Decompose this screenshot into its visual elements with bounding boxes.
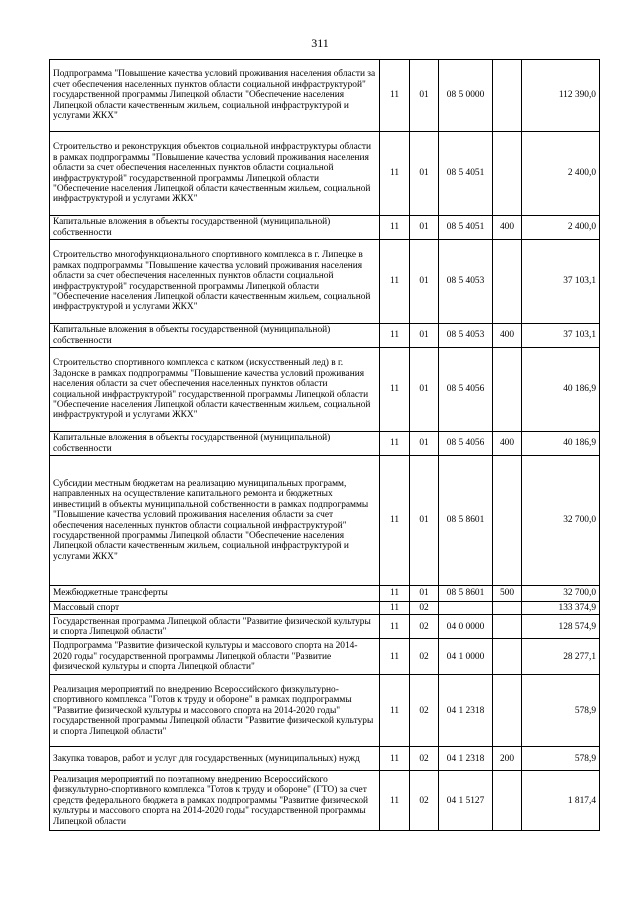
row-description: Реализация мероприятий по поэтапному внедрению Всероссийского физкультурно-спортивного комплекса "Готов к труду и обороне" (ГТО) за счет средств федерального бюджета в рамках подпрограммы "Развитие физической культуры и массового спорта на 2014-2020 годы" государственной программы Липецкой области bbox=[50, 771, 380, 831]
row-amount: 1 817,4 bbox=[522, 771, 600, 831]
row-description: Капитальные вложения в объекты государственной (муниципальной) собственности bbox=[50, 432, 380, 456]
row-section: 11 bbox=[380, 771, 410, 831]
row-description: Подпрограмма "Развитие физической культуры и массового спорта на 2014-2020 годы" государственной программы Липецкой области "Развитие физической культуры и спорта Липецкой области" bbox=[50, 639, 380, 675]
table-row bbox=[50, 216, 600, 240]
page-number: 311 bbox=[311, 36, 329, 50]
row-target-code: 04 1 2318 bbox=[439, 747, 493, 771]
row-target-code: 04 1 2318 bbox=[439, 675, 493, 747]
table-row bbox=[50, 456, 600, 586]
row-description: Подпрограмма "Повышение качества условий проживания населения области за счет обеспечения населенных пунктов области социальной инфраструктурой" государственной программы Липецкой области "Обеспечение населения Липецкой области качественным жильем, социальной инфраструктурой и услугами ЖКХ" bbox=[50, 60, 380, 132]
row-description: Государственная программа Липецкой области "Развитие физической культуры и спорта Липецкой области" bbox=[50, 615, 380, 639]
table-row bbox=[50, 60, 600, 132]
row-description: Строительство многофункционального спортивного комплекса в г. Липецке в рамках подпрограммы "Повышение качества условий проживания населения области за счет обеспечения населенных пунктов области социальной инфраструктурой" государственной программы Липецкой области "Обеспечение населения Липецкой области качественным жильем, социальной инфраструктурой и услугами ЖКХ" bbox=[50, 240, 380, 324]
row-description: Реализация мероприятий по внедрению Всероссийского физкультурно-спортивного комплекса "Готов к труду и обороне" в рамках подпрограммы "Развитие физической культуры и массового спорта на 2014-2020 годы" государственной программы Липецкой области "Развитие физической культуры и спорта Липецкой области" bbox=[50, 675, 380, 747]
row-target-code: 08 5 4053 bbox=[439, 324, 493, 348]
row-subsection: 01 bbox=[410, 348, 439, 432]
row-subsection: 01 bbox=[410, 60, 439, 132]
row-section: 11 bbox=[380, 216, 410, 240]
row-amount: 578,9 bbox=[522, 747, 600, 771]
row-expense-type: 400 bbox=[493, 324, 522, 348]
row-subsection: 01 bbox=[410, 324, 439, 348]
row-target-code: 08 5 4053 bbox=[439, 240, 493, 324]
row-expense-type bbox=[493, 132, 522, 216]
row-description: Строительство спортивного комплекса с катком (искусственный лед) в г. Задонске в рамках подпрограммы "Повышение качества условий проживания населения области за счет обеспечения населенных пунктов области социальной инфраструктурой" государственной программы Липецкой области "Обеспечение населения Липецкой области качественным жильем, социальной инфраструктурой и услугами ЖКХ" bbox=[50, 348, 380, 432]
row-subsection: 02 bbox=[410, 675, 439, 747]
row-expense-type bbox=[493, 348, 522, 432]
row-subsection: 01 bbox=[410, 240, 439, 324]
row-section: 11 bbox=[380, 602, 410, 615]
row-target-code: 08 5 4056 bbox=[439, 432, 493, 456]
row-subsection: 01 bbox=[410, 132, 439, 216]
table-row bbox=[50, 324, 600, 348]
row-subsection: 02 bbox=[410, 639, 439, 675]
row-target-code: 08 5 8601 bbox=[439, 456, 493, 586]
table-row bbox=[50, 240, 600, 324]
row-subsection: 01 bbox=[410, 432, 439, 456]
row-subsection: 02 bbox=[410, 602, 439, 615]
row-amount: 40 186,9 bbox=[522, 348, 600, 432]
row-section: 11 bbox=[380, 675, 410, 747]
row-section: 11 bbox=[380, 586, 410, 602]
table-row bbox=[50, 586, 600, 602]
table-row bbox=[50, 132, 600, 216]
table-row bbox=[50, 602, 600, 615]
table-row bbox=[50, 432, 600, 456]
row-section: 11 bbox=[380, 615, 410, 639]
row-expense-type bbox=[493, 240, 522, 324]
row-expense-type: 200 bbox=[493, 747, 522, 771]
row-amount: 40 186,9 bbox=[522, 432, 600, 456]
row-description: Массовый спорт bbox=[50, 602, 380, 615]
row-section: 11 bbox=[380, 432, 410, 456]
row-target-code: 08 5 4056 bbox=[439, 348, 493, 432]
row-amount: 37 103,1 bbox=[522, 240, 600, 324]
row-section: 11 bbox=[380, 747, 410, 771]
table-row bbox=[50, 771, 600, 831]
row-section: 11 bbox=[380, 639, 410, 675]
row-description: Строительство и реконструкция объектов социальной инфраструктуры области в рамках подпрограммы "Повышение качества условий проживания населения области за счет обеспечения населенных пунктов области социальной инфраструктурой" государственной программы Липецкой области "Обеспечение населения Липецкой области качественным жильем, социальной инфраструктурой и услугами ЖКХ" bbox=[50, 132, 380, 216]
row-target-code: 08 5 4051 bbox=[439, 132, 493, 216]
budget-table bbox=[49, 59, 600, 831]
row-subsection: 01 bbox=[410, 586, 439, 602]
row-section: 11 bbox=[380, 60, 410, 132]
row-expense-type: 500 bbox=[493, 586, 522, 602]
row-section: 11 bbox=[380, 324, 410, 348]
row-expense-type bbox=[493, 60, 522, 132]
row-expense-type: 400 bbox=[493, 216, 522, 240]
row-expense-type: 400 bbox=[493, 432, 522, 456]
table-row bbox=[50, 639, 600, 675]
row-subsection: 02 bbox=[410, 747, 439, 771]
row-expense-type bbox=[493, 615, 522, 639]
row-target-code: 04 1 0000 bbox=[439, 639, 493, 675]
table-row bbox=[50, 348, 600, 432]
table-row bbox=[50, 747, 600, 771]
row-amount: 112 390,0 bbox=[522, 60, 600, 132]
row-expense-type bbox=[493, 639, 522, 675]
row-amount: 2 400,0 bbox=[522, 216, 600, 240]
row-section: 11 bbox=[380, 348, 410, 432]
row-target-code: 08 5 0000 bbox=[439, 60, 493, 132]
row-description: Капитальные вложения в объекты государственной (муниципальной) собственности bbox=[50, 216, 380, 240]
budget-table-body bbox=[50, 60, 600, 831]
row-section: 11 bbox=[380, 456, 410, 586]
row-amount: 2 400,0 bbox=[522, 132, 600, 216]
row-target-code: 04 0 0000 bbox=[439, 615, 493, 639]
row-amount: 133 374,9 bbox=[522, 602, 600, 615]
row-target-code: 08 5 8601 bbox=[439, 586, 493, 602]
row-section: 11 bbox=[380, 240, 410, 324]
row-description: Капитальные вложения в объекты государственной (муниципальной) собственности bbox=[50, 324, 380, 348]
row-amount: 32 700,0 bbox=[522, 456, 600, 586]
row-subsection: 01 bbox=[410, 216, 439, 240]
row-amount: 28 277,1 bbox=[522, 639, 600, 675]
table-row bbox=[50, 675, 600, 747]
row-target-code bbox=[439, 602, 493, 615]
row-expense-type bbox=[493, 602, 522, 615]
row-description: Закупка товаров, работ и услуг для государственных (муниципальных) нужд bbox=[50, 747, 380, 771]
row-expense-type bbox=[493, 771, 522, 831]
row-description: Межбюджетные трансферты bbox=[50, 586, 380, 602]
row-description: Субсидии местным бюджетам на реализацию муниципальных программ, направленных на осуществление капитального ремонта и бюджетных инвестиций в объекты муниципальной собственности в рамках подпрограммы "Повышение качества условий проживания населения области за счет обеспечения населенных пунктов области социальной инфраструктурой" государственной программы Липецкой области "Обеспечение населения Липецкой области качественным жильем, социальной инфраструктурой и услугами ЖКХ" bbox=[50, 456, 380, 586]
row-subsection: 01 bbox=[410, 456, 439, 586]
table-row bbox=[50, 615, 600, 639]
row-subsection: 02 bbox=[410, 771, 439, 831]
row-amount: 37 103,1 bbox=[522, 324, 600, 348]
row-amount: 578,9 bbox=[522, 675, 600, 747]
row-target-code: 04 1 5127 bbox=[439, 771, 493, 831]
row-subsection: 02 bbox=[410, 615, 439, 639]
row-section: 11 bbox=[380, 132, 410, 216]
row-target-code: 08 5 4051 bbox=[439, 216, 493, 240]
row-expense-type bbox=[493, 675, 522, 747]
row-expense-type bbox=[493, 456, 522, 586]
row-amount: 32 700,0 bbox=[522, 586, 600, 602]
row-amount: 128 574,9 bbox=[522, 615, 600, 639]
